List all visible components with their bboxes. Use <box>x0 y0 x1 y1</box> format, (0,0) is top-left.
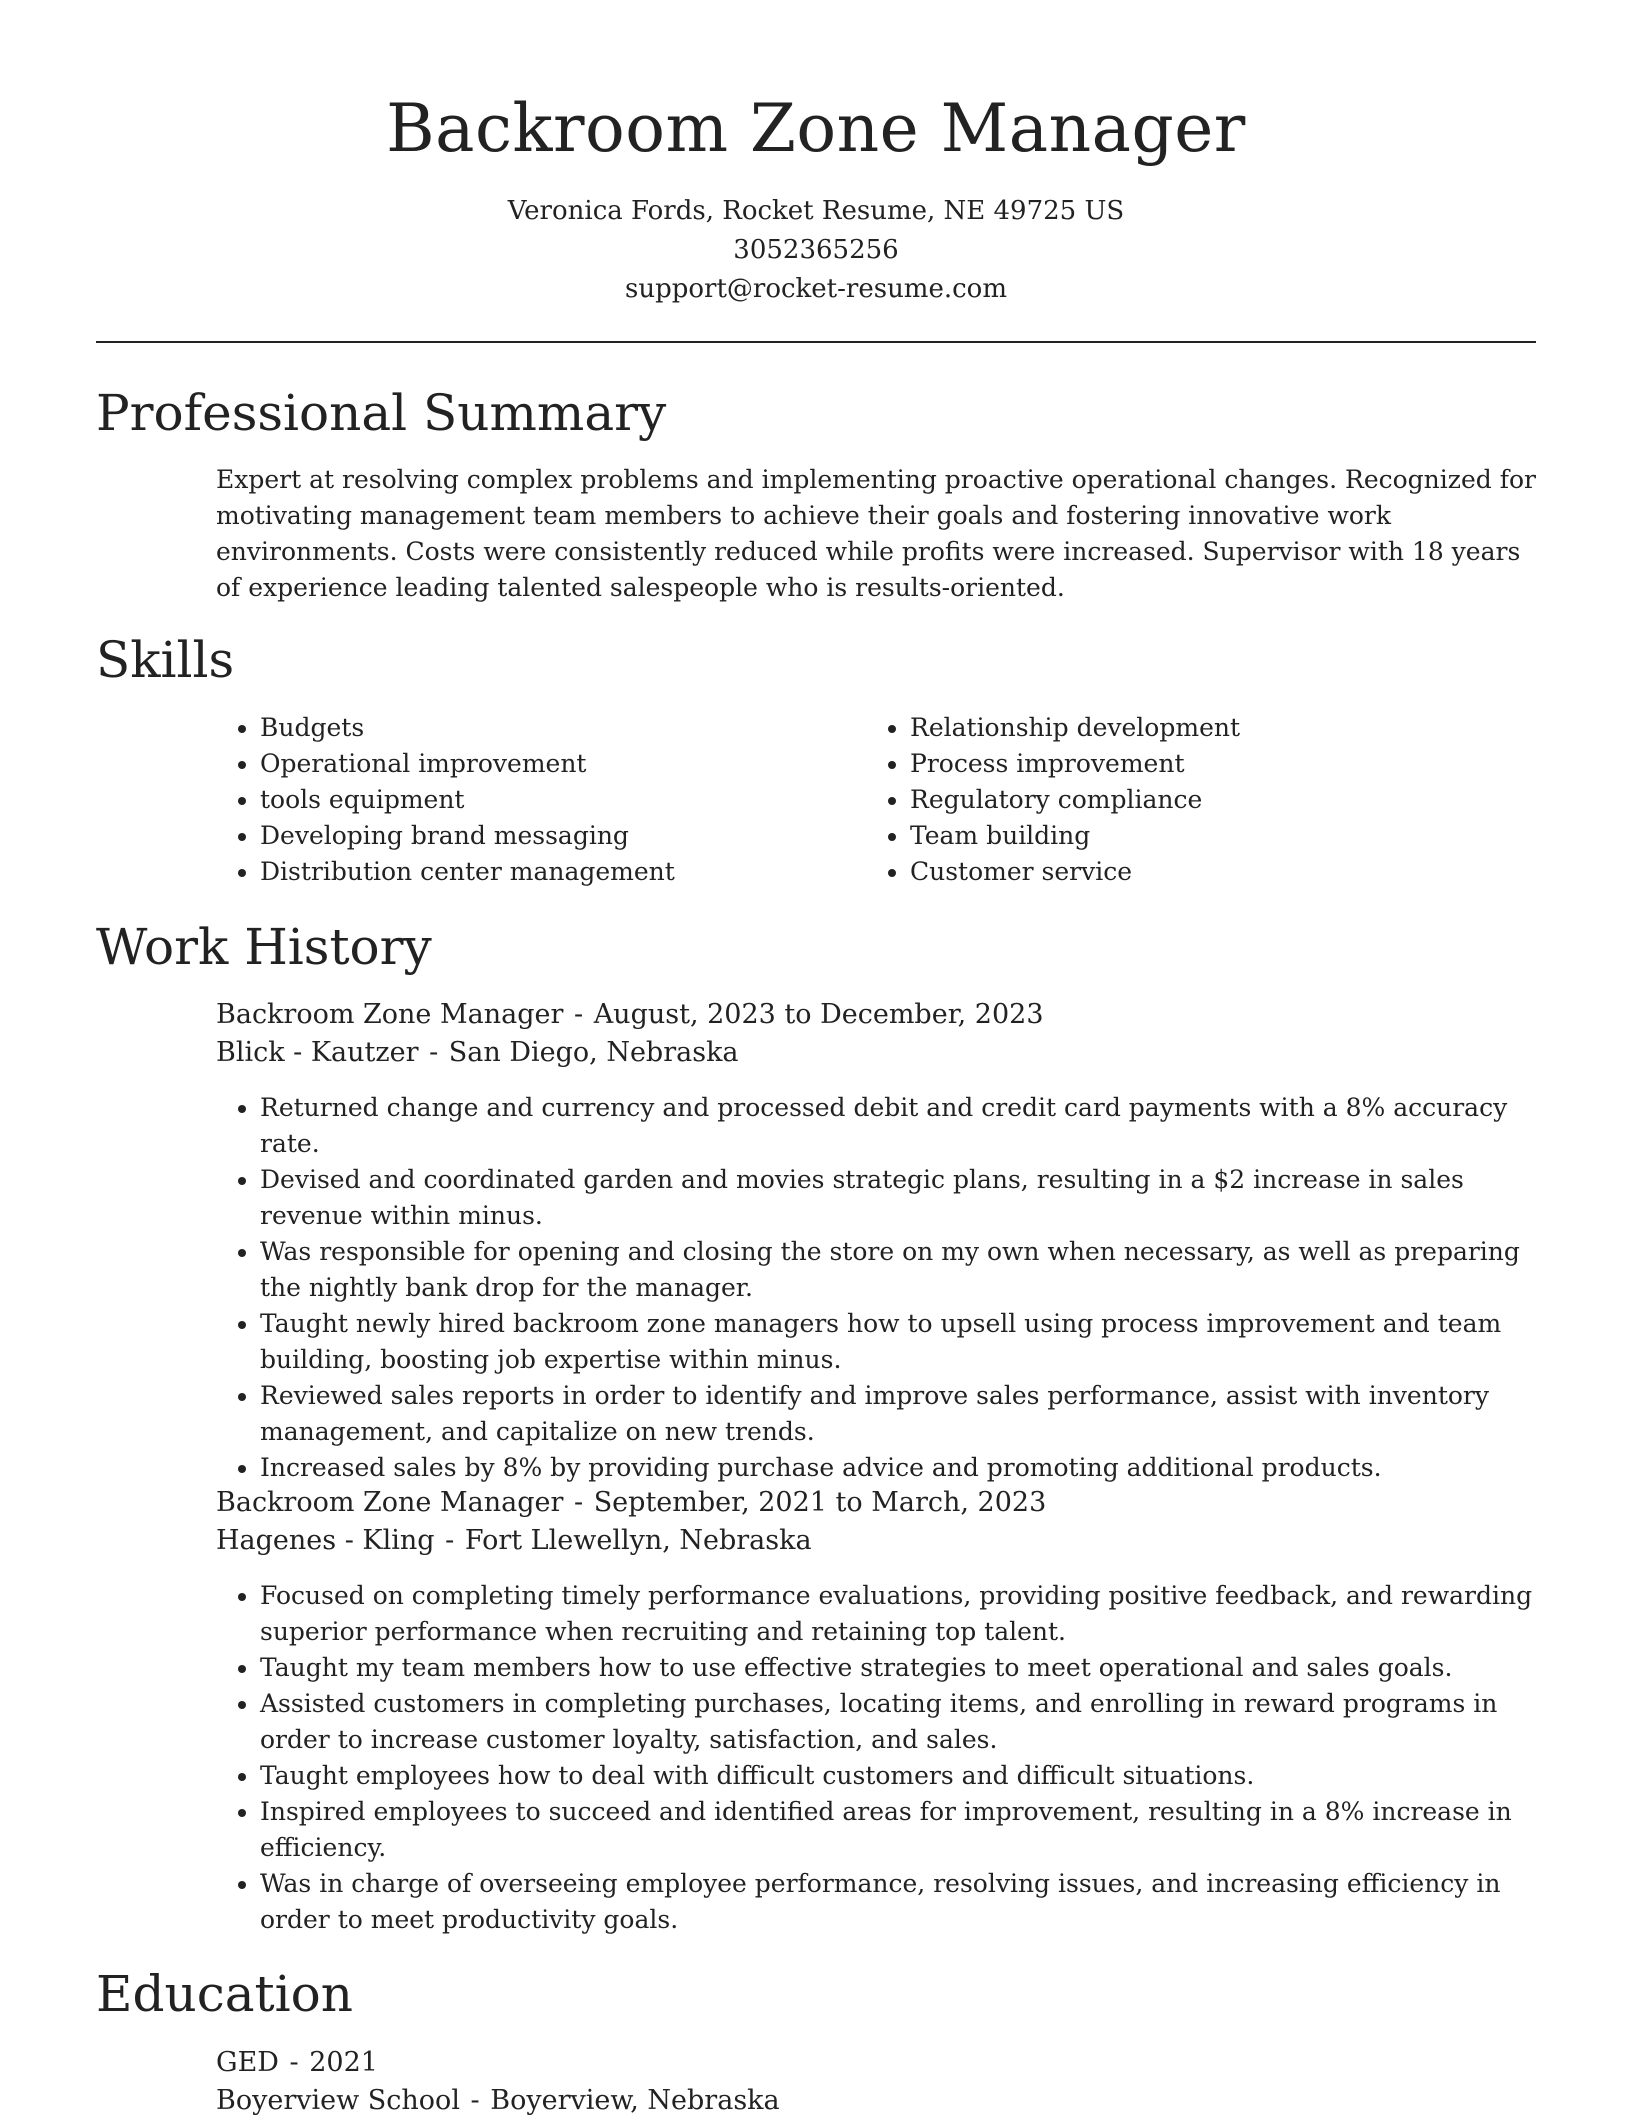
dash-separator: - <box>565 999 592 1030</box>
list-item: • Inspired employees to succeed and identified areas for improvement, resulting in a 8% increase in efficiency. <box>260 1794 1536 1866</box>
job-company-line <box>216 1522 1536 1560</box>
education-degree-line <box>216 2044 1536 2082</box>
header-divider <box>96 341 1536 343</box>
summary-text: Expert at resolving complex problems and implementing proactive operational changes. Recognized for motivating management team members to achieve their goals and fostering innovative work environments. Costs were consistently reduced while profits were increased. Supervisor with 18 years of experience leading talented salespeople who is results-oriented. <box>216 465 1536 602</box>
job-title-line <box>216 1484 1536 1522</box>
skill-item: • Budgets <box>260 710 856 746</box>
dash-separator: - <box>420 1037 447 1068</box>
contact-address: Veronica Fords, Rocket Resume, NE 49725 US <box>507 196 1125 226</box>
skill-item: • Customer service <box>910 854 1506 890</box>
list-item: • Taught newly hired backroom zone managers how to upsell using process improvement and team building, boosting job expertise within minus. <box>260 1306 1536 1378</box>
skill-item: • Operational improvement <box>260 746 856 782</box>
job-dates: August, 2023 to December, 2023 <box>593 999 1044 1030</box>
list-item: • Taught my team members how to use effective strategies to meet operational and sales goals. <box>260 1650 1536 1686</box>
skill-item: • tools equipment <box>260 782 856 818</box>
job-title-line <box>216 996 1536 1034</box>
dash-separator: - <box>565 1487 592 1518</box>
job-entry <box>216 1484 1536 1560</box>
education-school: Boyerview School <box>216 2085 460 2116</box>
dash-separator: - <box>436 1525 463 1556</box>
skill-item: • Process improvement <box>910 746 1506 782</box>
skills-column-left <box>216 710 856 890</box>
job-bullets <box>216 1090 1536 1486</box>
list-item: • Was in charge of overseeing employee performance, resolving issues, and increasing efficiency in order to meet productivity goals. <box>260 1866 1536 1938</box>
contact-phone: 3052365256 <box>733 235 899 265</box>
dash-separator: - <box>280 2047 308 2078</box>
job-title: Backroom Zone Manager <box>216 1487 564 1518</box>
skill-item: • Distribution center management <box>260 854 856 890</box>
dash-separator: - <box>461 2085 489 2116</box>
education-location: Boyerview, Nebraska <box>490 2085 780 2116</box>
job-dates: September, 2021 to March, 2023 <box>593 1487 1047 1518</box>
education-school-line <box>216 2082 1536 2120</box>
job-company: Hagenes - Kling <box>216 1525 435 1556</box>
list-item: • Returned change and currency and processed debit and credit card payments with a 8% accuracy rate. <box>260 1090 1536 1162</box>
job-bullet-list <box>216 1090 1536 1486</box>
list-item: • Was responsible for opening and closing the store on my own when necessary, as well as preparing the nightly bank drop for the manager. <box>260 1234 1536 1306</box>
skill-item: • Relationship development <box>910 710 1506 746</box>
job-company-line <box>216 1034 1536 1072</box>
skills-list-right <box>866 710 1506 890</box>
list-item: • Devised and coordinated garden and movies strategic plans, resulting in a $2 increase in sales revenue within minus. <box>260 1162 1536 1234</box>
skills-list-left <box>216 710 856 890</box>
resume-header <box>96 84 1536 309</box>
job-company: Blick - Kautzer <box>216 1037 419 1068</box>
education-year: 2021 <box>309 2047 378 2078</box>
summary-heading: Professional Summary <box>96 384 667 442</box>
list-item: • Focused on completing timely performance evaluations, providing positive feedback, and rewarding superior performance when recruiting and retaining top talent. <box>260 1578 1536 1650</box>
job-entry <box>216 996 1536 1072</box>
education-entry <box>216 2044 1536 2120</box>
list-item: • Increased sales by 8% by providing purchase advice and promoting additional products. <box>260 1450 1536 1486</box>
resume-title: Backroom Zone Manager <box>386 90 1246 167</box>
contact-block <box>96 192 1536 309</box>
list-item: • Taught employees how to deal with difficult customers and difficult situations. <box>260 1758 1536 1794</box>
job-bullets <box>216 1578 1536 1938</box>
education-heading: Education <box>96 1965 353 2023</box>
skill-item: • Team building <box>910 818 1506 854</box>
summary-body <box>216 462 1536 606</box>
work-history-heading: Work History <box>96 918 432 976</box>
skill-item: • Developing brand messaging <box>260 818 856 854</box>
list-item: • Reviewed sales reports in order to identify and improve sales performance, assist with inventory management, and capitalize on new trends. <box>260 1378 1536 1450</box>
skill-item: • Regulatory compliance <box>910 782 1506 818</box>
job-location: San Diego, Nebraska <box>448 1037 739 1068</box>
job-title: Backroom Zone Manager <box>216 999 564 1030</box>
skills-heading: Skills <box>96 631 235 689</box>
education-degree: GED <box>216 2047 279 2078</box>
list-item: • Assisted customers in completing purchases, locating items, and enrolling in reward programs in order to increase customer loyalty, satisfaction, and sales. <box>260 1686 1536 1758</box>
skills-column-right <box>866 710 1506 890</box>
job-bullet-list <box>216 1578 1536 1938</box>
contact-email[interactable]: support@rocket-resume.com <box>624 274 1007 304</box>
job-location: Fort Llewellyn, Nebraska <box>464 1525 812 1556</box>
